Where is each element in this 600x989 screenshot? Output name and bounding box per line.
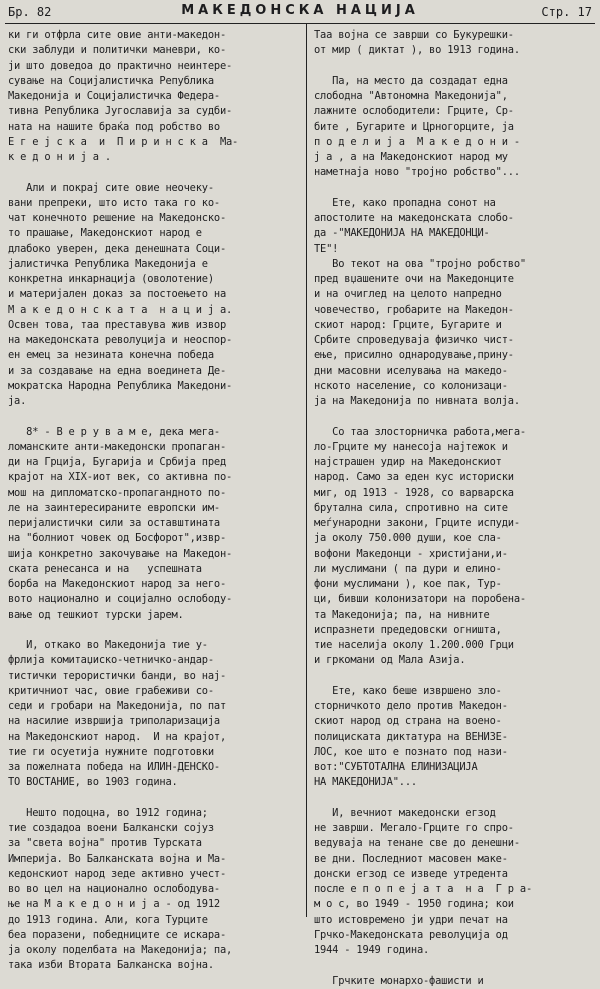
text-line: да -"МАКЕДОНИЈА НА МАКЕДОНЦИ- [314, 227, 490, 240]
text-line: на македонската револуција и неоспор- [8, 334, 233, 346]
text-line: испразнети предедовски огништа, [314, 623, 502, 636]
text-line [8, 791, 302, 806]
text-line: ја на Македонија по нивната волја. [314, 395, 520, 407]
text-line: тие ги осуетија нужните подготовки [8, 745, 214, 758]
text-line: Ете, како пропадна сонот на [314, 196, 496, 209]
text-line: вофони Македонци - христијани,и- [314, 547, 508, 560]
text-line: критичниот час, овие грабеживи со- [8, 684, 214, 697]
text-line: ЛОС, кое што е познато под нази- [314, 745, 508, 758]
text-line: тие создадоа воени Балкански сојуз [8, 822, 214, 834]
text-line: на насилие извршија триполаризација [8, 715, 220, 728]
text-line: ТЕ"! [314, 242, 339, 255]
text-line: м о с, во 1949 - 1950 година; кои [314, 898, 514, 911]
text-line [314, 59, 596, 74]
text-line: ведуваја на тенане све до денешни- [314, 837, 520, 850]
text-line [314, 409, 596, 424]
text-line: Таа војна се заврши со Букурешки- [314, 29, 514, 41]
text-line: така изби Втората Балканска војна. [8, 959, 214, 972]
text-line: вани препреки, што исто така го ко- [8, 196, 220, 209]
text-line: ТО ВОСТАНИЕ, во 1903 година. [8, 776, 178, 789]
text-line: бите , Бугарите и Црногорците, ја [314, 120, 514, 133]
text-line: ји што доведоа до практично неинтере- [8, 59, 233, 72]
text-line: мократска Народна Република Македони- [8, 379, 233, 392]
text-line: најстрашен удир на Македонскиот [314, 456, 502, 468]
text-line: к е д о н и ј а . [8, 151, 111, 163]
text-line [314, 791, 596, 806]
text-line: сторничкото дело против Македон- [314, 700, 508, 712]
text-line: меѓународни закони, Грците испуди- [314, 517, 520, 529]
text-line: скиот народ од страна на воено- [314, 715, 502, 728]
text-line: дни масовни иселувања на македо- [314, 364, 508, 377]
text-line: после е п о п е ј а т а н а Г р а- [314, 883, 533, 895]
text-line: Е г е ј с к а и П и р и н с к а Ма- [8, 135, 239, 148]
text-line: ки ги отфрла сите овие анти-македон- [8, 29, 227, 41]
text-line: Македонија и Социјалистичка Федера- [8, 90, 220, 102]
text-line: нското население, со колонизаци- [314, 379, 508, 392]
text-line: Освен това, таа преставува жив извор [8, 318, 227, 331]
text-line: и гркомани од Мала Азија. [314, 654, 466, 667]
text-line: ја околу 750.000 души, кое сла- [314, 532, 502, 545]
text-line [314, 181, 596, 196]
text-line: миг, од 1913 - 1928, со варварска [314, 486, 514, 499]
text-line: тистички терористички банди, во нај- [8, 669, 227, 682]
text-line: фони муслимани ), кое пак, Тур- [314, 578, 502, 590]
text-line: НА МАКЕДОНИЈА"... [314, 776, 417, 789]
text-line: фрлија комитаџиско-четничко-андар- [8, 654, 214, 667]
header-rule [5, 23, 595, 24]
text-line: и за создавање на една воединета Де- [8, 364, 227, 377]
text-line: мош на дипломатско-пропагандното по- [8, 486, 227, 499]
text-line: та Македонија; па, на нивните [314, 608, 490, 621]
text-line: Грчките монархо-фашисти и [314, 974, 484, 987]
left-column [8, 28, 302, 972]
text-line [314, 669, 596, 684]
text-line: не заврши. Мегало-Грците го спро- [314, 822, 514, 834]
text-line: јалистичка Република Македонија е [8, 257, 208, 270]
text-line: борба на Македонскиот народ за него- [8, 578, 227, 590]
text-line: И, откако во Македонија тие у- [8, 639, 208, 651]
text-line: ен емец за незината конечна победа [8, 349, 214, 362]
text-line: ле на заинтересираните европски им- [8, 501, 220, 514]
text-line: ната на нашите браќа под робство во [8, 120, 220, 133]
column-divider [306, 24, 307, 917]
text-line: длабоко уверен, дека денешната Соци- [8, 242, 227, 255]
text-line: 8* - В е р у в а м е, дека мегa- [8, 425, 220, 438]
text-line: ски заблуди и политички маневри, ко- [8, 44, 227, 57]
text-line: вот:"СУБТОТАЛНА ЕЛИНИЗАЦИЈА [314, 761, 478, 773]
text-line: ломанските анти-македонски пропаган- [8, 440, 227, 453]
text-line: пред вџашените очи на Македонците [314, 273, 514, 285]
text-line: седи и гробари на Македонија, по пат [8, 700, 227, 712]
publication-title: МАКЕДОНСКА НАЦИЈА [181, 3, 419, 18]
text-line: ење, присилно однародување,прину- [314, 349, 514, 362]
text-line: Нешто подоцна, во 1912 година; [8, 806, 208, 819]
text-line: во во цел на национално ослободува- [8, 883, 220, 895]
text-line: Со таа злосторничка работа,мега- [314, 425, 526, 438]
text-line [8, 623, 302, 638]
text-line: конкретна инкарнација (оволотение) [8, 273, 214, 285]
text-line: 1944 - 1949 година. [314, 944, 430, 956]
text-line: на Македонскиот народ. И на крајот, [8, 730, 227, 743]
text-line: п о д е л и ј а М а к е д о н и - [314, 135, 520, 148]
text-line: вото национално и социјално ослободу- [8, 593, 233, 606]
text-line: полициската диктатура на ВЕНИЗЕ- [314, 730, 508, 743]
text-line: ло-Грците му нанесоја најтежок и [314, 440, 508, 453]
text-line: ја околу поделбата на Македонија; па, [8, 944, 233, 956]
text-line: донски егзод се изведе утредента [314, 867, 508, 880]
page-number: Стр. 17 [541, 5, 592, 19]
text-line: тие населија околу 1.200.000 Грци [314, 639, 514, 651]
text-line: М а к е д о н с к а т а н а ц и ј а. [8, 303, 233, 316]
text-line: перијалистички сили за оставштината [8, 517, 220, 529]
text-line: што истовремено ји удри печат на [314, 913, 508, 926]
text-line: Па, на место да создадат една [314, 74, 508, 87]
text-line: до 1913 година. Али, кога Турците [8, 913, 208, 926]
text-line: лажните ослободители: Грците, Ср- [314, 105, 514, 118]
text-line: Во текот на ова "тројно робство" [314, 257, 526, 270]
text-line [8, 165, 302, 180]
text-line: чат конечното решение на Македонско- [8, 212, 227, 224]
text-line: за пожелната победа на ИЛИН-ДЕНСКО- [8, 761, 220, 773]
text-line: народ. Само за еден кус историски [314, 471, 514, 484]
text-line: за "света војна" против Турската [8, 837, 202, 850]
text-line [8, 409, 302, 424]
text-line: на "болниот човек од Босфорот",извр- [8, 532, 227, 545]
text-line: брутална сила, спротивно на сите [314, 501, 508, 514]
text-line: и на очиглед на целото напредно [314, 288, 502, 301]
text-line: то прашање, Македонскиот народ е [8, 227, 202, 240]
text-line: ската ренесанса и на успешната [8, 562, 202, 575]
text-line: ве дни. Последниот масовен маке- [314, 852, 508, 865]
page-header [0, 0, 600, 24]
text-line: Србите спроведуваја физичко чист- [314, 334, 514, 346]
text-line: ли муслимани ( па дури и елино- [314, 562, 502, 575]
issue-number: Бр. 82 [8, 5, 52, 19]
text-line: крајот на XIX-иот век, со активна по- [8, 471, 233, 484]
text-line: Грчко-Македонската револуција од [314, 928, 508, 941]
text-line: тивна Република Југославија за судби- [8, 105, 233, 118]
text-line: кедонскиот народ зеде активно учест- [8, 867, 227, 880]
text-line: ње на М а к е д о н и ј а - од 1912 [8, 898, 220, 911]
text-line: Ете, како беше извршено зло- [314, 684, 502, 697]
text-line [314, 958, 596, 973]
text-line: Империја. Во Балканската војна и Ма- [8, 852, 227, 865]
text-line: Али и покрај сите овие неочеку- [8, 181, 214, 194]
text-line: слободна "Автономна Македонија", [314, 90, 508, 102]
text-line: и материјален доказ за постоењето на [8, 288, 227, 301]
text-line: ја. [8, 395, 27, 407]
text-line: сување на Социјалистичка Република [8, 74, 214, 87]
right-column [314, 28, 596, 987]
text-line: беа поразени, победниците се искара- [8, 928, 227, 941]
text-line: скиот народ: Грците, Бугарите и [314, 318, 502, 331]
text-line: ди на Грција, Бугарија и Србија пред [8, 456, 227, 468]
text-line: И, вечниот македонски егзод [314, 806, 496, 819]
text-line: от мир ( диктат ), во 1913 година. [314, 44, 520, 57]
text-line: човечество, гробарите на Македон- [314, 303, 514, 316]
text-line: вање од тешкиот турски јарем. [8, 608, 184, 621]
text-line: шија конкретно закочување на Македон- [8, 547, 233, 560]
text-line: наметнаја ново "тројно робство"... [314, 166, 520, 179]
text-line: апостолите на македонската слобо- [314, 212, 514, 224]
text-line: ј а , а на Македонскиот народ му [314, 151, 508, 163]
text-line: ци, бивши колонизатори на поробена- [314, 593, 526, 606]
